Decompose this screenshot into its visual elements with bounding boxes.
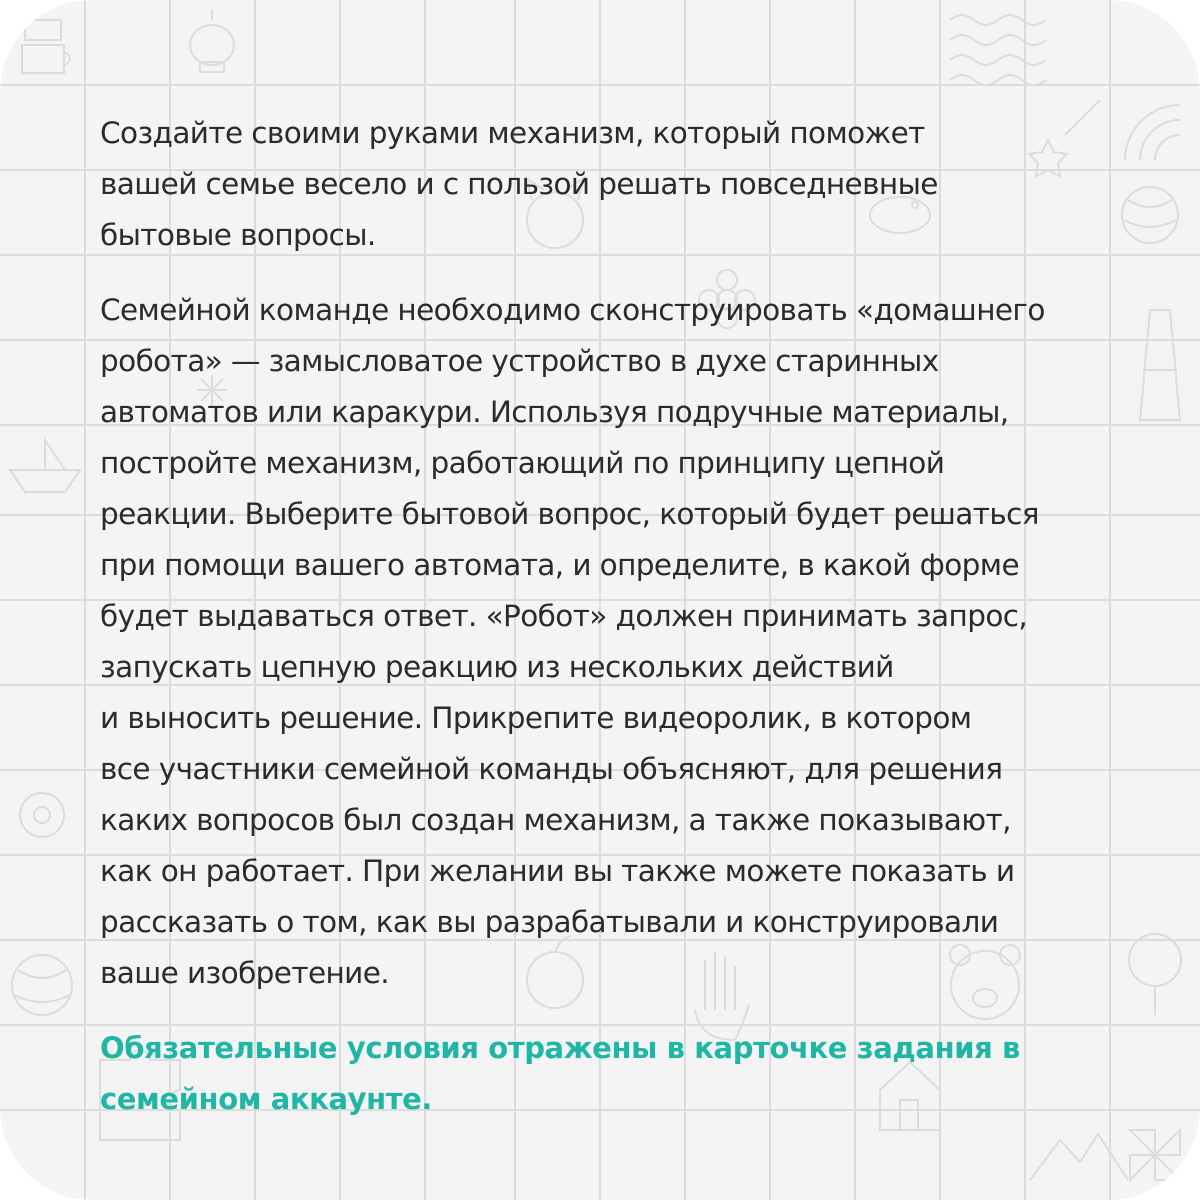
waves-icon: [950, 15, 1046, 85]
teapot-icon: [190, 10, 234, 72]
pinwheel-icon: [1130, 1130, 1180, 1180]
yarn-ball-icon: [1122, 187, 1178, 243]
yarn-ball-icon-2: [12, 955, 72, 1015]
task-details-paragraph: Семейной команде необходимо сконструировать «домашнего робота» — замысловатое устройство в духе старинных автоматов или каракури. Используя подручные материалы, постройте механизм, работающий по принципу цепной реакции. Выберите бытовой вопрос, который будет решаться при помощи вашего автомата, и определите, в какой форме будет выдаваться ответ. «Робот» должен принимать запрос, запускать цепную реакцию из нескольких действий и выносить решение. Прикрепите видеоролик, в котором все участники семейной команды объясняют, для решения каких вопросов был создан механизм, а также показывают, как он работает. При желании вы также можете показать и рассказать о том, как вы разрабатывали и конструировали ваше изобретение.: [100, 293, 1045, 990]
tree-icon: [1129, 934, 1181, 1015]
intro-paragraph: Создайте своими руками механизм, который поможет вашей семье весело и с пользой решать повседневные бытовые вопросы.: [100, 116, 938, 252]
cups-icon: [22, 20, 70, 73]
mountains-icon: [1030, 1134, 1128, 1180]
mandatory-conditions-note: Обязательные условия отражены в карточке задания в семейном аккаунте.: [100, 1031, 1020, 1116]
rainbow-icon: [1125, 105, 1180, 160]
lighthouse-icon: [1140, 310, 1180, 420]
flower-icon-2: [20, 793, 64, 837]
task-description: [100, 108, 1110, 1125]
paper-boat-icon: [10, 440, 80, 492]
